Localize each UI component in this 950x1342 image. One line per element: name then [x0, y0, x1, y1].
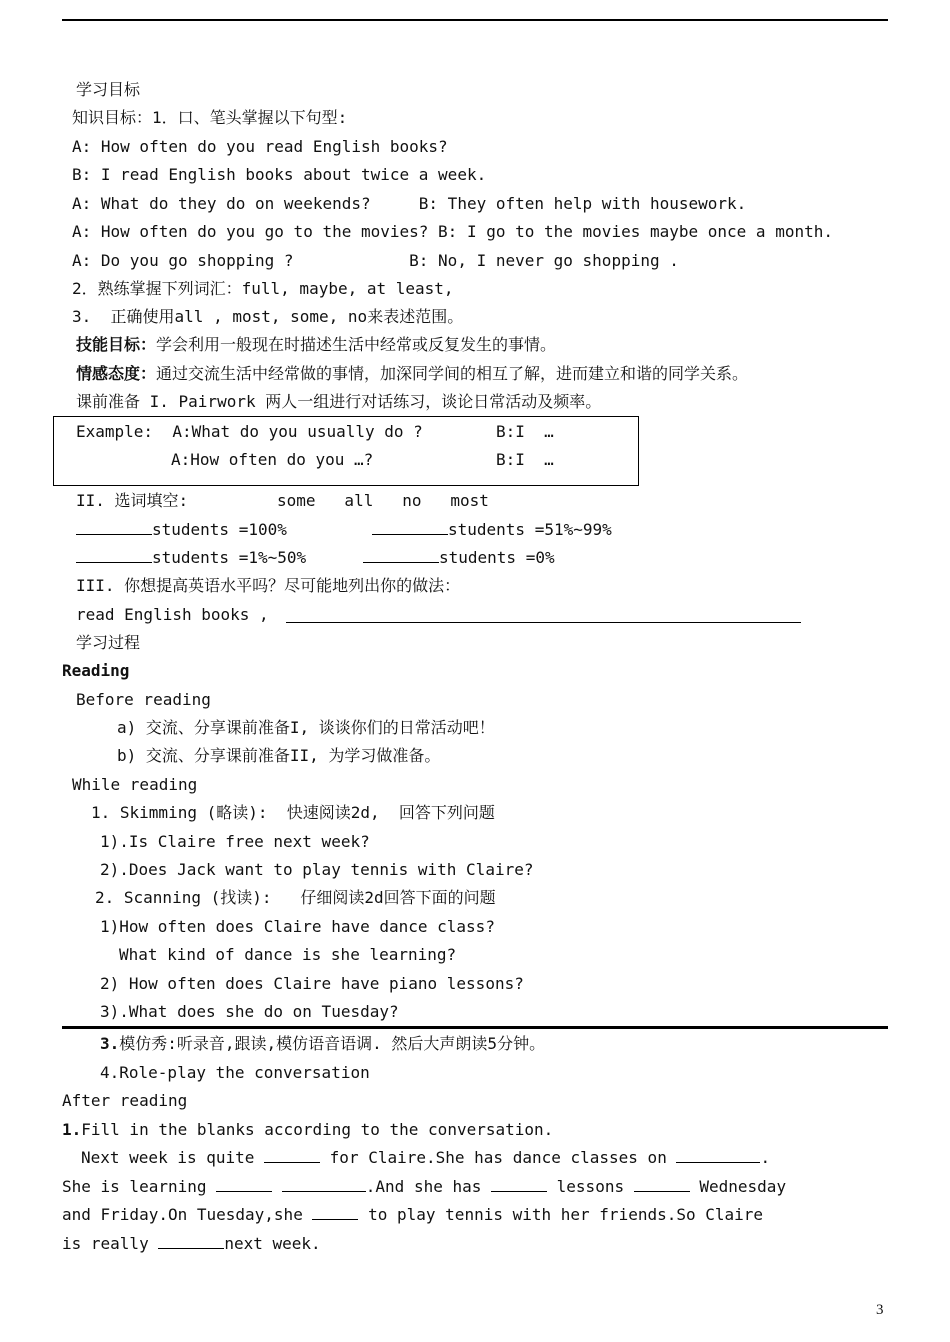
scan-q1: 1)How often does Claire have dance class?: [100, 917, 495, 936]
after-task-text: Fill in the blanks according to the conversation.: [81, 1120, 554, 1139]
scan-q1b: What kind of dance is she learning?: [119, 945, 457, 964]
reading-title: Reading: [62, 661, 130, 680]
fill-row-3: [76, 548, 306, 568]
blank[interactable]: [491, 1177, 547, 1192]
skimming: 1. Skimming (略读): 快速阅读2d, 回答下列问题: [91, 803, 495, 822]
section-rule: [62, 1026, 888, 1029]
imitate-text: 模仿秀:听录音,跟读,模仿语音语调. 然后大声朗读5分钟。: [119, 1034, 546, 1053]
page-number: 3: [876, 1302, 884, 1318]
heading-process: 学习过程: [76, 633, 141, 652]
passage-text: Wednesday: [699, 1177, 787, 1196]
passage-text: for Claire.She has dance classes on: [329, 1148, 667, 1167]
emotion-goal: [76, 364, 748, 384]
fill-row-label: students =100%: [152, 520, 287, 539]
passage-line-2: [62, 1177, 786, 1197]
fill-row-label: students =0%: [439, 548, 555, 567]
fill-title: II. 选词填空:: [76, 491, 189, 510]
emotion-label: 情感态度：: [76, 364, 157, 383]
improve-title: III. 你想提高英语水平吗？尽可能地列出你的做法：: [76, 576, 461, 595]
scan-q3: 3).What does she do on Tuesday?: [100, 1002, 399, 1021]
range-item: 3. 正确使用all , most, some, no来表述范围。: [72, 307, 464, 326]
example-line1-a: Example: A:What do you usually do ?: [76, 422, 423, 441]
blank[interactable]: [676, 1148, 760, 1163]
passage-line-4: [62, 1234, 321, 1254]
vocab-item: 2．熟练掌握下列词汇：full, maybe, at least,: [72, 279, 454, 298]
passage-text: lessons: [556, 1177, 625, 1196]
passage-text: next week.: [224, 1234, 321, 1253]
example-line1-b: B:I …: [496, 422, 554, 441]
blank[interactable]: [76, 520, 152, 535]
improve-start: read English books ,: [76, 605, 269, 624]
fill-row-label: students =1%~50%: [152, 548, 307, 567]
after-task: [62, 1120, 553, 1140]
sentence-5: A: Do you go shopping ? B: No, I never go shopping .: [72, 251, 679, 270]
skim-q1: 1).Is Claire free next week?: [100, 832, 370, 851]
imitate: [100, 1034, 545, 1054]
blank[interactable]: [372, 520, 448, 535]
blank[interactable]: [264, 1148, 320, 1163]
passage-text: Next week is quite: [81, 1148, 255, 1167]
before-reading: Before reading: [76, 690, 211, 709]
passage-text: and Friday.On Tuesday,she: [62, 1205, 303, 1224]
knowledge-goal: 知识目标：1．口、笔头掌握以下句型:: [72, 108, 348, 127]
passage-text: .And she has: [365, 1177, 482, 1196]
blank[interactable]: [216, 1177, 272, 1192]
skill-text: 学会利用一般现在时描述生活中经常或反复发生的事情。: [156, 335, 557, 354]
after-num: 1.: [62, 1120, 82, 1139]
skim-q2: 2).Does Jack want to play tennis with Claire?: [100, 860, 534, 879]
before-b: b) 交流、分享课前准备II, 为学习做准备。: [117, 746, 441, 765]
sentence-4: A: How often do you go to the movies? B: I go to the movies maybe once a month.: [72, 222, 833, 241]
after-reading: After reading: [62, 1091, 188, 1110]
top-rule: [62, 19, 888, 21]
fill-words: some all no most: [277, 491, 489, 510]
blank[interactable]: [282, 1177, 366, 1192]
blank[interactable]: [634, 1177, 690, 1192]
blank[interactable]: [158, 1234, 224, 1249]
passage-text: is really: [62, 1234, 149, 1253]
while-reading: While reading: [72, 775, 198, 794]
fill-row-1: [76, 520, 287, 540]
passage-text: to play tennis with her friends.So Claire: [368, 1205, 764, 1224]
sentence-2: B: I read English books about twice a week.: [72, 165, 487, 184]
before-a: a) 交流、分享课前准备I, 谈谈你们的日常活动吧！: [117, 718, 495, 737]
passage-text: She is learning: [62, 1177, 207, 1196]
sentence-3: A: What do they do on weekends? B: They often help with housework.: [72, 194, 747, 213]
blank[interactable]: [363, 548, 439, 563]
sentence-1: A: How often do you read English books?: [72, 137, 448, 156]
passage-line-3: [62, 1205, 763, 1225]
fill-row-label: students =51%~99%: [448, 520, 612, 539]
skill-goal: [76, 335, 556, 355]
skill-label: 技能目标：: [76, 335, 157, 354]
example-line2-a: A:How often do you …?: [171, 450, 374, 469]
prep-title: 课前准备 I. Pairwork 两人一组进行对话练习，谈论日常活动及频率。: [76, 392, 602, 411]
heading-goals: 学习目标: [76, 80, 141, 99]
emotion-text: 通过交流生活中经常做的事情，加深同学间的相互了解，进而建立和谐的同学关系。: [156, 364, 749, 383]
scanning: 2. Scanning (找读): 仔细阅读2d回答下面的问题: [95, 888, 496, 907]
improve-blank[interactable]: [286, 608, 801, 623]
blank[interactable]: [76, 548, 152, 563]
roleplay: 4.Role-play the conversation: [100, 1063, 370, 1082]
blank[interactable]: [312, 1205, 358, 1220]
fill-row-2: [372, 520, 612, 540]
passage-text: .: [760, 1148, 771, 1167]
example-line2-b: B:I …: [496, 450, 554, 469]
fill-row-4: [363, 548, 555, 568]
scan-q2: 2) How often does Claire have piano lessons?: [100, 974, 524, 993]
imitate-num: 3.: [100, 1034, 120, 1053]
passage-line-1: [81, 1148, 770, 1168]
